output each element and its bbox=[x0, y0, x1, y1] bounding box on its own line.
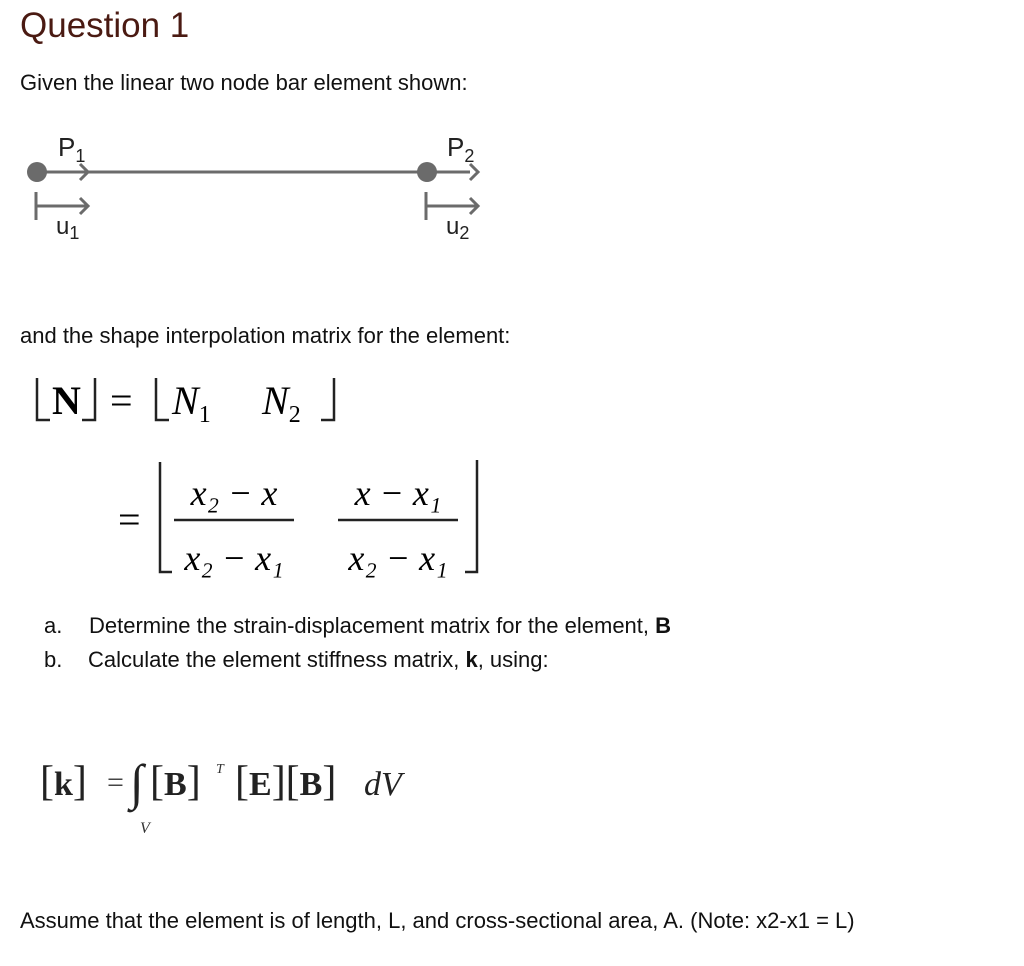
svg-text:[E][B]: [E][B] bbox=[235, 759, 337, 805]
stiffness-equation bbox=[30, 745, 450, 845]
item-marker: a. bbox=[44, 613, 63, 638]
bar-element-diagram bbox=[0, 120, 520, 260]
p1-label: $P_1$ bbox=[58, 132, 86, 166]
svg-text:T: T bbox=[216, 762, 224, 777]
item-marker: b. bbox=[44, 647, 63, 672]
svg-text:[B]: [B] bbox=[150, 759, 201, 805]
svg-text:x₂ − x₁: x₂ − x₁ bbox=[184, 538, 284, 578]
svg-text:N: N bbox=[52, 378, 81, 423]
svg-text:N2: $N_2$ bbox=[262, 378, 301, 428]
shape-intro-text: and the shape interpolation matrix for the element: bbox=[20, 323, 511, 348]
u2-label: $u_2$ bbox=[446, 213, 470, 243]
assumption-note: Assume that the element is of length, L, and cross-sectional area, A. (Note: x2-x1 = L) bbox=[20, 908, 855, 933]
node-2 bbox=[417, 162, 437, 182]
shape-function-equation bbox=[0, 370, 520, 590]
svg-text:dV: dV bbox=[364, 766, 402, 803]
node-1 bbox=[27, 162, 47, 182]
p2-arrow-icon bbox=[470, 164, 478, 180]
svg-text:=: = bbox=[118, 497, 141, 542]
item-a: a. Determine the strain-displacement matrix for the element, B bbox=[44, 613, 672, 638]
svg-text:x − x₁: x − x₁ bbox=[354, 473, 442, 513]
svg-text:=: = bbox=[107, 766, 124, 799]
svg-text:=: = bbox=[110, 378, 133, 423]
svg-text:∫: ∫ bbox=[130, 754, 144, 810]
svg-text:[k]: [k] bbox=[40, 759, 87, 805]
u1-label: $u_1$ bbox=[56, 213, 80, 243]
page-title: Question 1 bbox=[20, 6, 190, 45]
item-b: b. Calculate the element stiffness matrix, k, using: bbox=[44, 647, 549, 672]
p2-label: $P_2$ bbox=[447, 132, 475, 166]
svg-text:x₂ − x₁: x₂ − x₁ bbox=[348, 538, 448, 578]
svg-text:V: V bbox=[140, 820, 150, 837]
intro-text: Given the linear two node bar element shown: bbox=[20, 70, 468, 95]
svg-text:x₂ − x: x₂ − x bbox=[190, 473, 278, 513]
svg-text:N1: $N_1$ bbox=[172, 378, 211, 428]
